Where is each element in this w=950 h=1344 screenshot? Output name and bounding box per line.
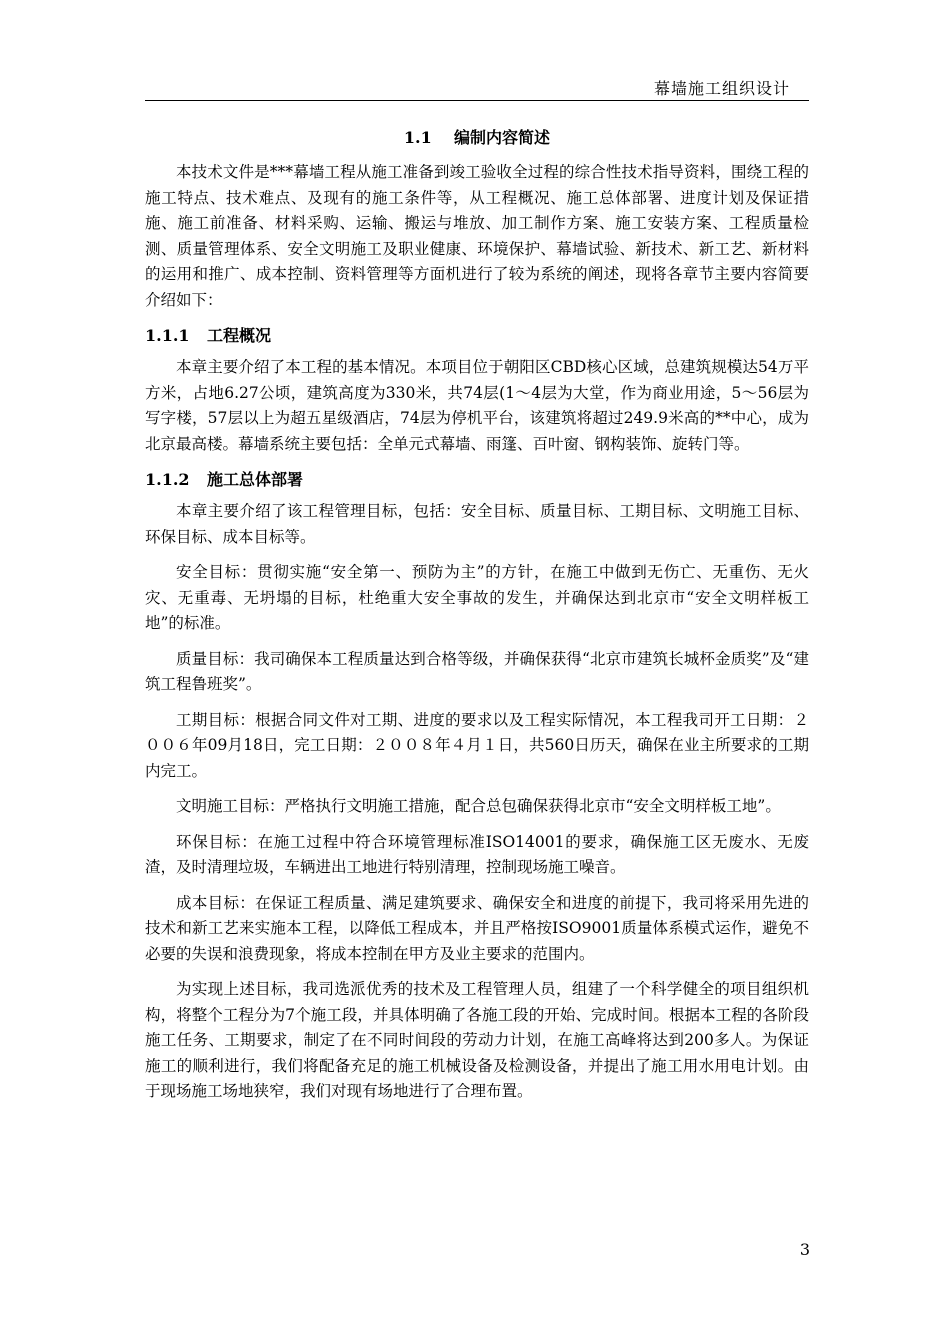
subsection-title: 工程概况	[207, 326, 272, 345]
section-title: 编制内容简述	[454, 128, 551, 147]
civilized-construction-goal-paragraph: 文明施工目标：严格执行文明施工措施，配合总包确保获得北京市“安全文明样板工地”。	[176, 797, 781, 815]
header-title: 幕墙施工组织设计	[653, 79, 790, 98]
subsection-heading-1	[145, 323, 809, 349]
subsection-number: 1.1.2	[145, 470, 190, 489]
subsection-heading-2	[145, 467, 809, 493]
overview-paragraph: 本章主要介绍了本工程的基本情况。本项目位于朝阳区CBD核心区域，总建筑规模达54万平方米，占地6.27公顷，建筑高度为330米，共74层(1～4层为大堂，作为商业用途，5～56层为写字楼，57层以上为超五星级酒店，74层为停机平台，该建筑将超过249.9米高的**中心，成为北京最高楼。幕墙系统主要包括：全单元式幕墙、雨篷、百叶窗、钢构装饰、旋转门等。	[145, 358, 809, 453]
section-heading	[145, 124, 809, 152]
intro-paragraph: 本技术文件是***幕墙工程从施工准备到竣工验收全过程的综合性技术指导资料，围绕工程的施工特点、技术难点、及现有的施工条件等，从工程概况、施工总体部署、进度计划及保证措施、施工前准备、材料采购、运输、搬运与堆放、加工制作方案、施工安装方案、工程质量检测、质量管理体系、安全文明施工及职业健康、环境保护、幕墙试验、新技术、新工艺、新材料的运用和推广、成本控制、资料管理等方面机进行了较为系统的阐述，现将各章节主要内容简要介绍如下：	[145, 163, 809, 309]
deployment-paragraph: 本章主要介绍了该工程管理目标，包括：安全目标、质量目标、工期目标、文明施工目标、环保目标、成本目标等。	[145, 502, 809, 546]
cost-goal-paragraph: 成本目标：在保证工程质量、满足建筑要求、确保安全和进度的前提下，我司将采用先进的技术和新工艺来实施本工程，以降低工程成本，并且严格按ISO9001质量体系模式运作，避免不必要的失误和浪费现象，将成本控制在甲方及业主要求的范围内。	[145, 893, 809, 963]
quality-goal-paragraph: 质量目标：我司确保本工程质量达到合格等级，并确保获得“北京市建筑长城杯金质奖”及“建筑工程鲁班奖”。	[145, 649, 809, 693]
safety-goal-paragraph: 安全目标：贯彻实施“安全第一、预防为主”的方针，在施工中做到无伤亡、无重伤、无火灾、无重毒、无坍塌的目标，杜绝重大安全事故的发生，并确保达到北京市“安全文明样板工地”的标准。	[145, 563, 809, 632]
schedule-goal-paragraph: 工期目标：根据合同文件对工期、进度的要求以及工程实际情况，本工程我司开工日期：２００６年09月18日，完工日期：２００８年４月１日，共560日历天，确保在业主所要求的工期内完工。	[145, 710, 809, 780]
section-number: 1.1	[403, 128, 432, 147]
document-body	[145, 124, 809, 1115]
environment-goal-paragraph: 环保目标：在施工过程中符合环境管理标准ISO14001的要求，确保施工区无废水、无废渣，及时清理垃圾，车辆进出工地进行特别清理，控制现场施工噪音。	[145, 832, 809, 876]
subsection-title: 施工总体部署	[207, 470, 304, 489]
organization-paragraph: 为实现上述目标，我司选派优秀的技术及工程管理人员，组建了一个科学健全的项目组织机构，将整个工程分为7个施工段，并具体明确了各施工段的开始、完成时间。根据本工程的各阶段施工任务、工期要求，制定了在不同时间段的劳动力计划，在施工高峰将达到200多人。为保证施工的顺利进行，我们将配备充足的施工机械设备及检测设备，并提出了施工用水用电计划。由于现场施工场地狭窄，我们对现有场地进行了合理布置。	[145, 980, 809, 1100]
header-divider	[145, 100, 809, 101]
page-number: 3	[799, 1240, 810, 1259]
subsection-number: 1.1.1	[145, 326, 190, 345]
